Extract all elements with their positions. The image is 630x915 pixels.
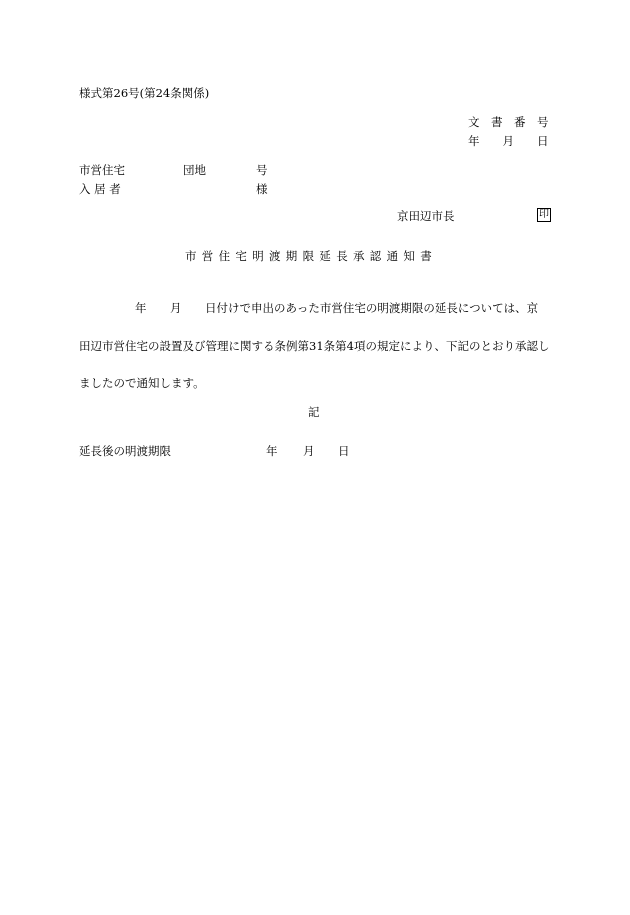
document-title: 市営住宅明渡期限延長承認通知書 [185, 249, 437, 263]
deadline-year: 年 [266, 444, 278, 458]
form-number: 様式第26号(第24条関係) [79, 86, 210, 100]
danchi-label: 団地 [183, 163, 206, 177]
document-number-label: 文 書 番 号 [468, 115, 549, 129]
body-line-3: ましたので通知します。 [79, 376, 205, 390]
address-label: 市営住宅 [79, 163, 125, 177]
body-month: 月 [170, 301, 182, 315]
body-line-2: 田辺市営住宅の設置及び管理に関する条例第31条第4項の規定により、下記のとおり承認し [79, 339, 550, 353]
sama-label: 様 [256, 182, 268, 196]
issuer-name: 京田辺市長 [397, 209, 455, 223]
ki-label: 記 [308, 405, 320, 419]
go-label: 号 [256, 163, 268, 177]
body-line-1: 日付けで申出のあった市営住宅の明渡期限の延長については、京 [205, 301, 539, 315]
deadline-day: 日 [338, 444, 350, 458]
deadline-label: 延長後の明渡期限 [79, 444, 171, 458]
date-label: 年 月 日 [468, 134, 549, 148]
body-year: 年 [135, 301, 147, 315]
resident-label: 入 居 者 [79, 182, 121, 196]
deadline-month: 月 [303, 444, 315, 458]
seal-box: 印 [539, 209, 549, 220]
